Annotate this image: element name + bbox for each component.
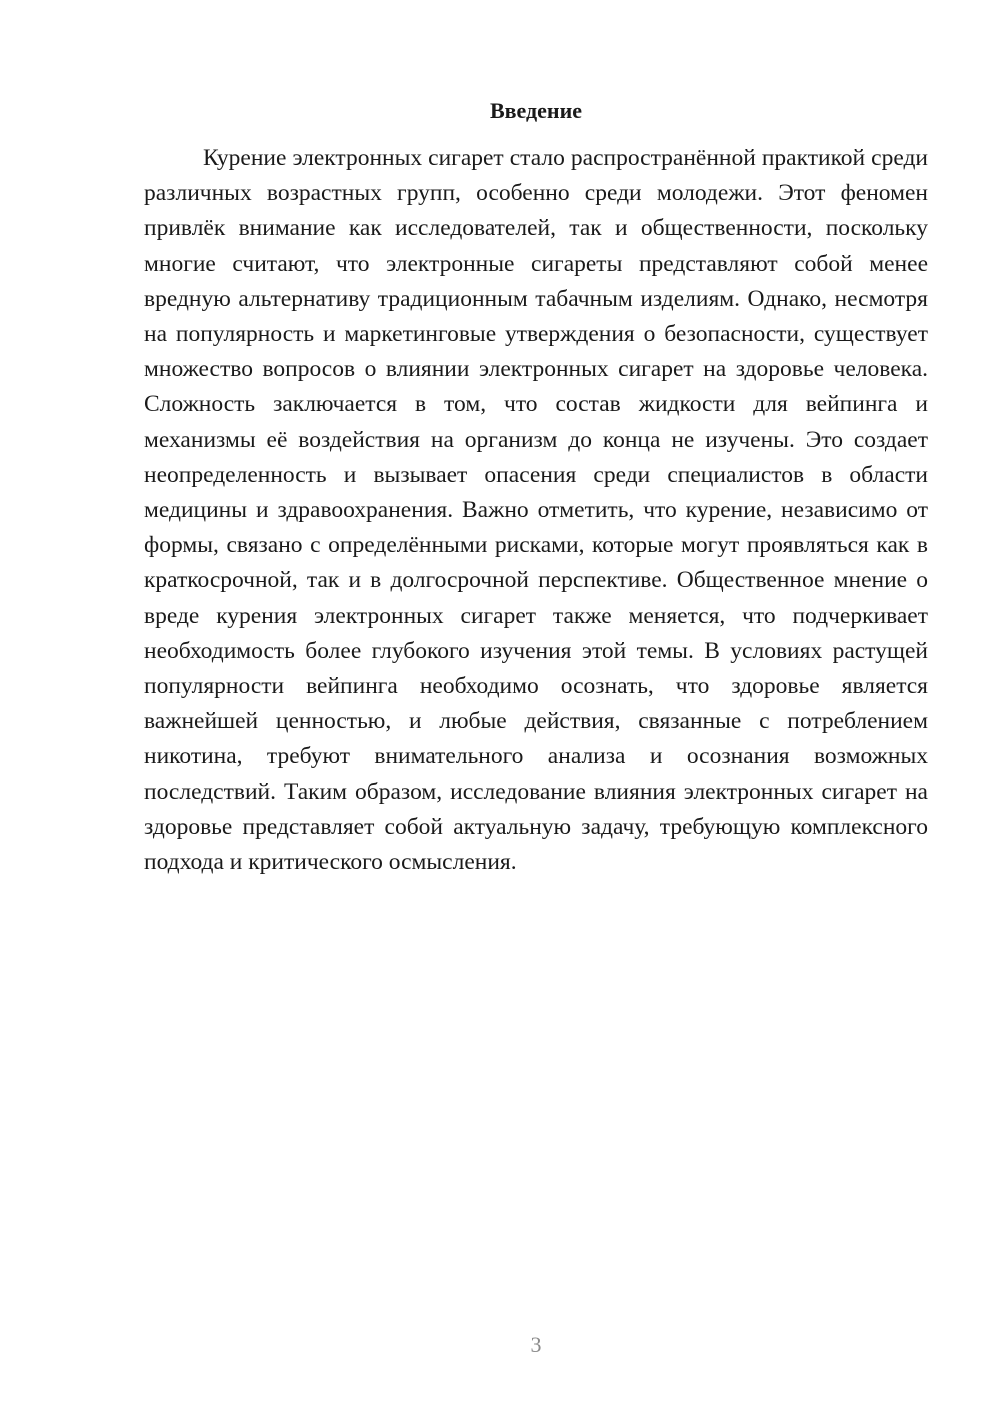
page-number: 3 bbox=[530, 1332, 542, 1357]
body-paragraph: Курение электронных сигарет стало распространённой практикой среди различных возрастных групп, особенно среди молодежи. Этот феномен привлёк внимание как исследователей, так и общественности, поскольку многие считают, что электронные сигареты представляют собой менее вредную альтернативу традиционным табачным изделиям. Однако, несмотря на популярность и маркетинговые утверждения о безопасности, существует множество вопросов о влиянии электронных сигарет на здоровье человека. Сложность заключается в том, что состав жидкости для вейпинга и механизмы её воздействия на организм до конца не изучены. Это создает неопределенность и вызывает опасения среди специалистов в области медицины и здравоохранения. Важно отметить, что курение, независимо от формы, связано с определёнными рисками, которые могут проявляться как в краткосрочной, так и в долгосрочной перспективе. Общественное мнение о вреде курения электронных сигарет также меняется, что подчеркивает необходимость более глубокого изучения этой темы. В условиях растущей популярности вейпинга необходимо осознать, что здоровье является важнейшей ценностью, и любые действия, связанные с потреблением никотина, требуют внимательного анализа и осознания возможных последствий. Таким образом, исследование влияния электронных сигарет на здоровье представляет собой актуальную задачу, требующую комплексного подхода и критического осмысления. bbox=[144, 145, 928, 876]
section-heading: Введение bbox=[489, 98, 583, 123]
